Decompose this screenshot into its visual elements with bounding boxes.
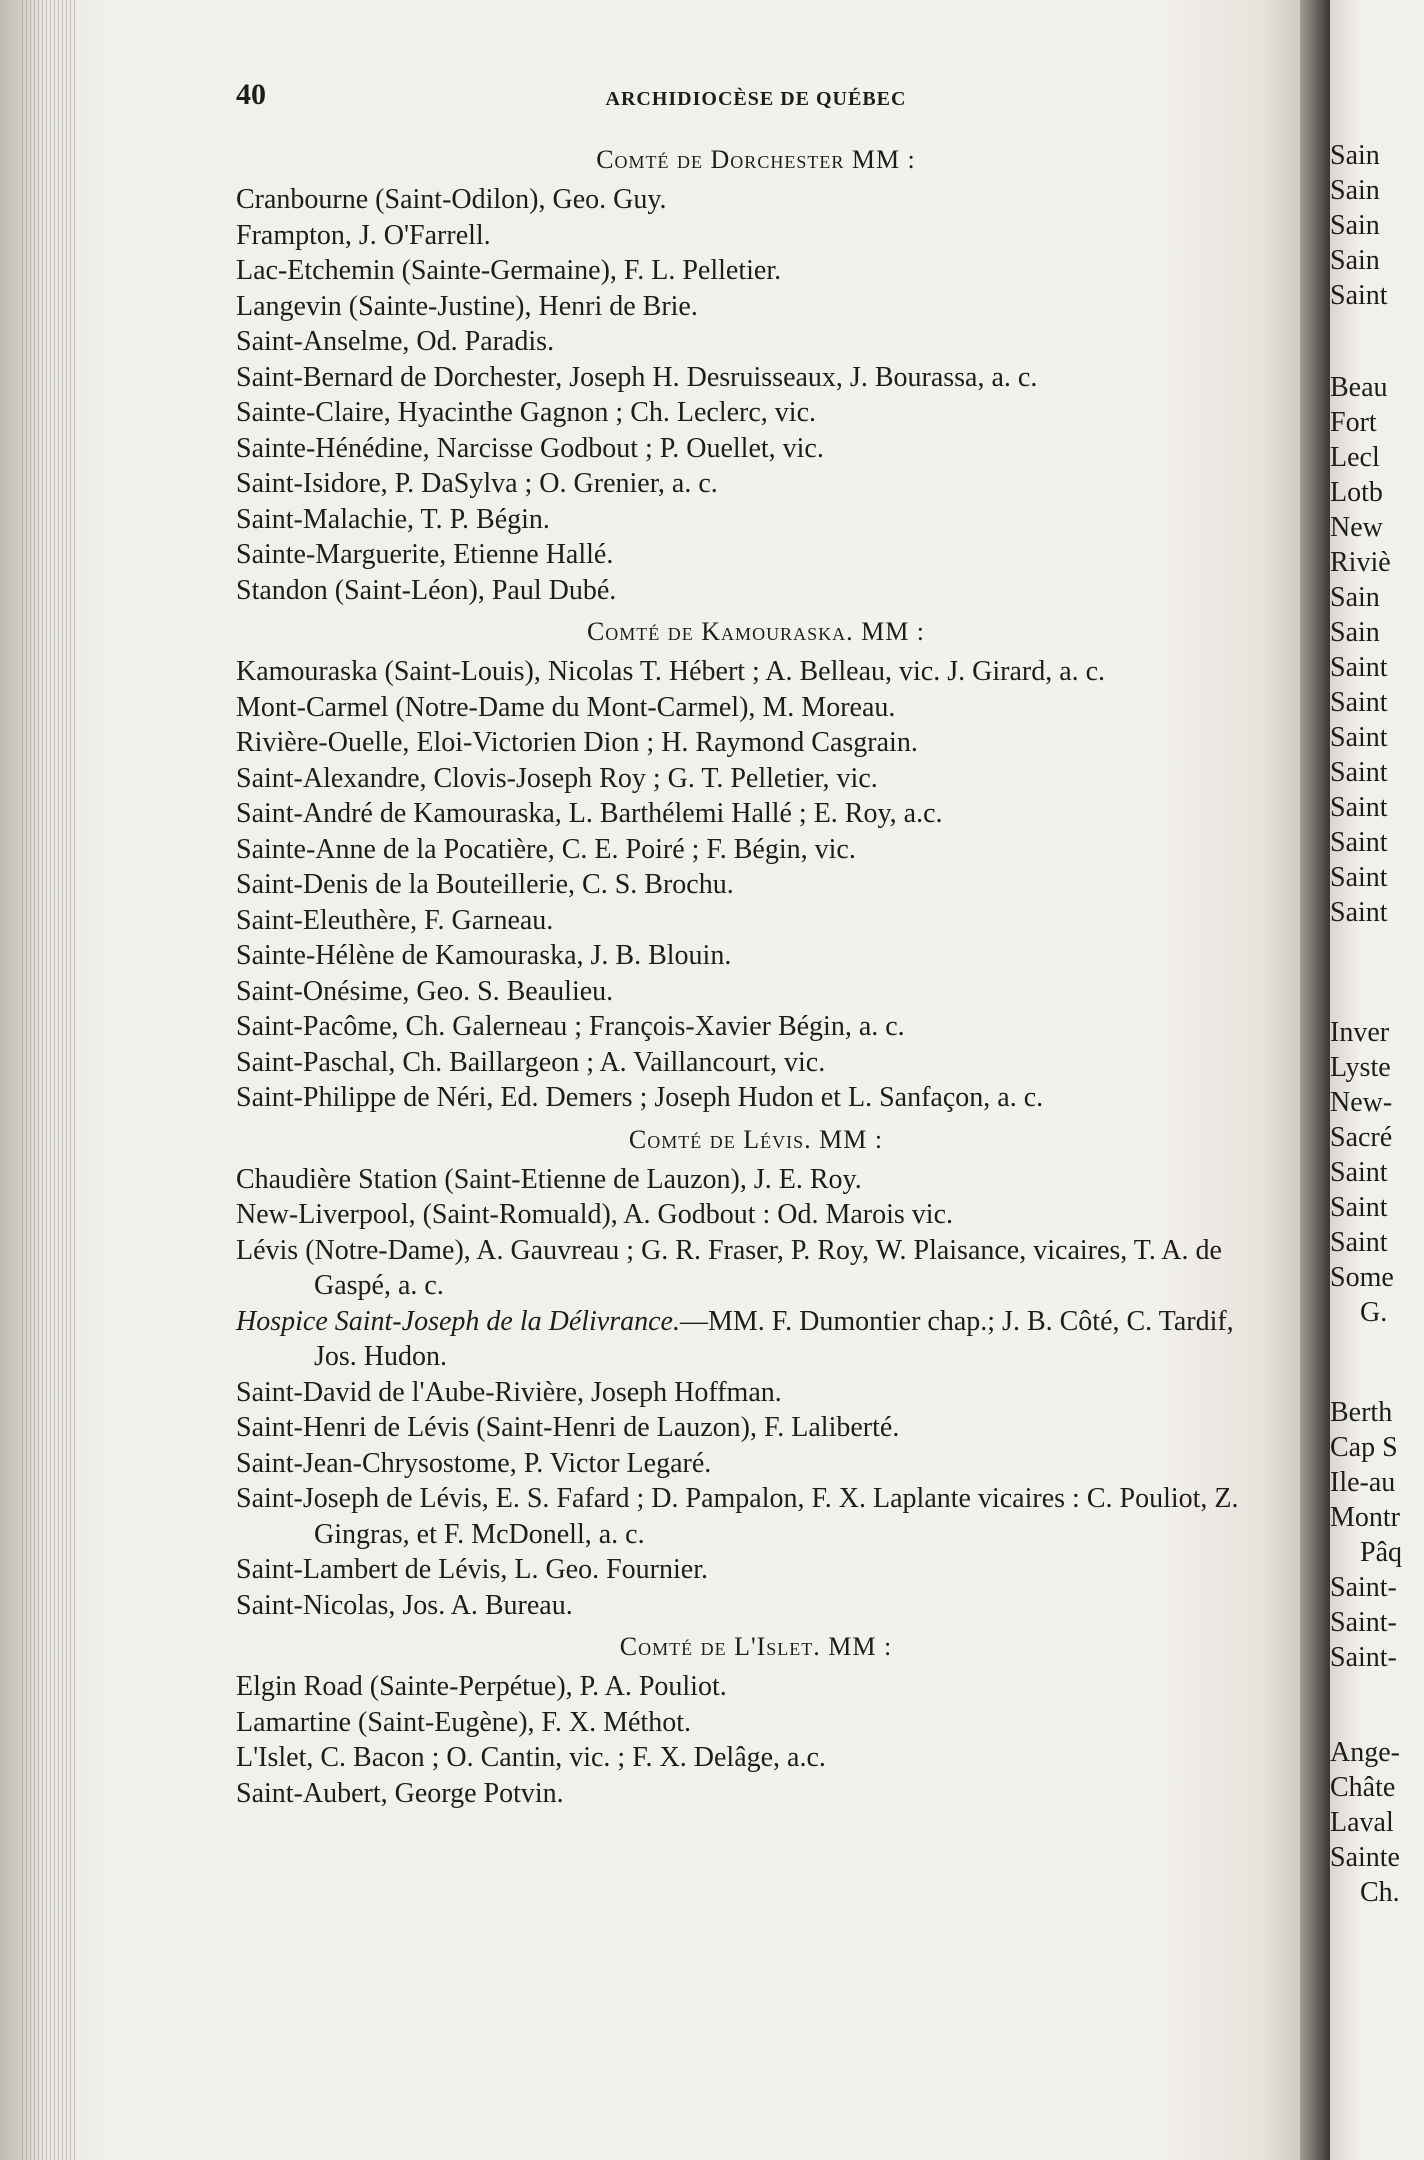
- facing-page-fragment: Saint: [1330, 862, 1388, 893]
- parish-entry: Saint-André de Kamouraska, L. Barthélemi Hallé ; E. Roy, a.c.: [236, 798, 943, 829]
- facing-page-fragment: Lotb: [1330, 477, 1383, 508]
- parish-entry: Saint-David de l'Aube-Rivière, Joseph Hoffman.: [236, 1376, 782, 1408]
- facing-page-fragment: Saint-: [1330, 1642, 1397, 1673]
- section-heading: Comté de L'Islet. MM :: [619, 1632, 893, 1661]
- parish-entry: Cranbourne (Saint-Odilon), Geo. Guy.: [236, 184, 667, 215]
- facing-page-fragment: Saint-: [1330, 1572, 1397, 1603]
- facing-page-fragment: Berth: [1330, 1397, 1393, 1428]
- parish-entry: Lamartine (Saint-Eugène), F. X. Méthot.: [236, 1706, 691, 1738]
- parish-entry: Saint-Lambert de Lévis, L. Geo. Fournier.: [236, 1554, 708, 1585]
- section-dorchester: [236, 142, 1276, 608]
- facing-page-fragment: Riviè: [1330, 547, 1391, 578]
- parish-entry: Standon (Saint-Léon), Paul Dubé.: [236, 574, 617, 606]
- parish-entry: Lévis (Notre-Dame), A. Gauvreau ; G. R. Fraser, P. Roy, W. Plaisance, vicaires, T. A. de Gaspé, a. c.: [236, 1234, 1222, 1301]
- facing-page-fragment: Saint: [1330, 1157, 1388, 1188]
- section-heading: Comté de Dorchester MM :: [596, 145, 916, 174]
- parish-entry: Sainte-Marguerite, Etienne Hallé.: [236, 539, 614, 570]
- parish-entry: Mont-Carmel (Notre-Dame du Mont-Carmel), M. Moreau.: [236, 691, 896, 723]
- facing-page-fragment: G.: [1360, 1297, 1388, 1328]
- facing-page-fragment: Saint-: [1330, 1607, 1397, 1638]
- facing-page-fragment: Montr: [1330, 1502, 1400, 1533]
- parish-entry: New-Liverpool, (Saint-Romuald), A. Godbout : Od. Marois vic.: [236, 1199, 954, 1230]
- parish-entry: Sainte-Hénédine, Narcisse Godbout ; P. Ouellet, vic.: [236, 432, 824, 464]
- parish-entry: Saint-Isidore, P. DaSylva ; O. Grenier, a. c.: [236, 468, 718, 499]
- parish-entry: Saint-Philippe de Néri, Ed. Demers ; Joseph Hudon et L. Sanfaçon, a. c.: [236, 1082, 1044, 1113]
- facing-page-fragment: Ch.: [1360, 1877, 1400, 1908]
- facing-page-fragment: Sain: [1330, 210, 1380, 241]
- facing-page-fragment: Beau: [1330, 372, 1388, 403]
- parish-entry: Saint-Onésime, Geo. S. Beaulieu.: [236, 975, 614, 1007]
- page-content: [236, 78, 1276, 1811]
- facing-page-fragment: New-: [1330, 1087, 1393, 1118]
- facing-page-fragment: Saint: [1330, 1192, 1388, 1223]
- facing-page-fragment: Saint: [1330, 687, 1388, 718]
- facing-page-fragment: Pâq: [1360, 1537, 1402, 1568]
- facing-page-fragment: Saint: [1330, 722, 1388, 753]
- hospice-name: Hospice Saint-Joseph de la Délivrance.: [236, 1305, 680, 1337]
- facing-page-fragment: Sain: [1330, 140, 1380, 171]
- facing-page-fragment: Lecl: [1330, 442, 1380, 473]
- parish-entry: Lac-Etchemin (Sainte-Germaine), F. L. Pelletier.: [236, 255, 782, 286]
- section-levis: [236, 1122, 1276, 1624]
- facing-page-fragment: Saint: [1330, 757, 1388, 788]
- section-kamouraska: [236, 614, 1276, 1116]
- parish-entry: Saint-Henri de Lévis (Saint-Henri de Lauzon), F. Laliberté.: [236, 1412, 900, 1443]
- parish-entry: Sainte-Anne de la Pocatière, C. E. Poiré ; F. Bégin, vic.: [236, 833, 856, 865]
- facing-page-fragment: Some: [1330, 1262, 1394, 1293]
- parish-entry: Saint-Malachie, T. P. Bégin.: [236, 503, 550, 535]
- facing-page-fragment: Sain: [1330, 245, 1380, 276]
- facing-page-fragment: Fort: [1330, 407, 1377, 438]
- book-gutter: [1300, 0, 1330, 2160]
- facing-page-fragment: Laval: [1330, 1807, 1394, 1838]
- running-title: ARCHIDIOCÈSE DE QUÉBEC: [605, 88, 907, 110]
- parish-entry: Saint-Aubert, George Potvin.: [236, 1777, 564, 1809]
- facing-page-fragment: Châte: [1330, 1772, 1396, 1803]
- section-heading: Comté de Lévis. MM :: [628, 1124, 884, 1154]
- facing-page-fragment: Saint: [1330, 827, 1388, 858]
- parish-entry: Langevin (Sainte-Justine), Henri de Brie.: [236, 290, 698, 322]
- facing-page: [1330, 0, 1424, 2160]
- parish-entry: L'Islet, C. Bacon ; O. Cantin, vic. ; F. X. Delâge, a.c.: [236, 1742, 826, 1773]
- parish-entry: Sainte-Claire, Hyacinthe Gagnon ; Ch. Leclerc, vic.: [236, 397, 817, 428]
- facing-page-fragment: Saint: [1330, 280, 1388, 311]
- facing-page-fragment: Ile-au: [1330, 1467, 1396, 1498]
- page-number: 40: [236, 78, 266, 111]
- facing-page-fragment: Sacré: [1330, 1122, 1393, 1153]
- parish-entry: Saint-Anselme, Od. Paradis.: [236, 326, 555, 357]
- section-heading: Comté de Kamouraska. MM :: [586, 617, 926, 646]
- parish-entry: Sainte-Hélène de Kamouraska, J. B. Blouin.: [236, 940, 732, 971]
- parish-entry: Saint-Alexandre, Clovis-Joseph Roy ; G. T. Pelletier, vic.: [236, 762, 878, 794]
- parish-entry: Elgin Road (Sainte-Perpétue), P. A. Pouliot.: [236, 1671, 727, 1702]
- parish-entry: Frampton, J. O'Farrell.: [236, 219, 491, 251]
- facing-page-fragment: Lyste: [1330, 1052, 1391, 1083]
- parish-entry: Rivière-Ouelle, Eloi-Victorien Dion ; H. Raymond Casgrain.: [236, 727, 918, 758]
- parish-entry: Saint-Eleuthère, F. Garneau.: [236, 904, 554, 936]
- facing-page-fragment: Sain: [1330, 617, 1380, 648]
- hospice-entry: [236, 1304, 1276, 1375]
- facing-page-fragment: Inver: [1330, 1017, 1390, 1048]
- parish-entry: Saint-Pacôme, Ch. Galerneau ; François-Xavier Bégin, a. c.: [236, 1011, 905, 1042]
- parish-entry: Saint-Jean-Chrysostome, P. Victor Legaré.: [236, 1447, 712, 1479]
- parish-entry: Saint-Nicolas, Jos. A. Bureau.: [236, 1589, 573, 1621]
- facing-page-fragment: New: [1330, 512, 1383, 543]
- facing-page-fragment: Sain: [1330, 175, 1380, 206]
- facing-page-fragment: Saint: [1330, 652, 1388, 683]
- parish-entry: Saint-Denis de la Bouteillerie, C. S. Brochu.: [236, 869, 734, 900]
- facing-page-fragment: Saint: [1330, 792, 1388, 823]
- facing-page-fragment: Cap S: [1330, 1432, 1398, 1463]
- facing-page-fragment: Sainte: [1330, 1842, 1400, 1873]
- hospice-staff: —MM. F. Dumontier chap.; J. B. Côté, C. Tardif, Jos. Hudon.: [314, 1305, 1234, 1372]
- parish-entry: Saint-Joseph de Lévis, E. S. Fafard ; D. Pampalon, F. X. Laplante vicaires : C. Pouliot, Z. Gingras, et F. McDonell, a. c.: [236, 1483, 1239, 1550]
- facing-page-fragment: Saint: [1330, 1227, 1388, 1258]
- facing-page-fragment: Saint: [1330, 897, 1388, 928]
- parish-entry: Saint-Paschal, Ch. Baillargeon ; A. Vaillancourt, vic.: [236, 1046, 826, 1078]
- facing-page-fragment: Ange-: [1330, 1737, 1400, 1768]
- facing-page-fragment: Sain: [1330, 582, 1380, 613]
- page-header: [236, 78, 1276, 124]
- section-lislet: [236, 1629, 1276, 1811]
- parish-entry: Saint-Bernard de Dorchester, Joseph H. Desruisseaux, J. Bourassa, a. c.: [236, 361, 1038, 393]
- parish-entry: Kamouraska (Saint-Louis), Nicolas T. Hébert ; A. Belleau, vic. J. Girard, a. c.: [236, 656, 1106, 687]
- page-edges: [22, 0, 77, 2160]
- parish-entry: Chaudière Station (Saint-Etienne de Lauzon), J. E. Roy.: [236, 1163, 862, 1195]
